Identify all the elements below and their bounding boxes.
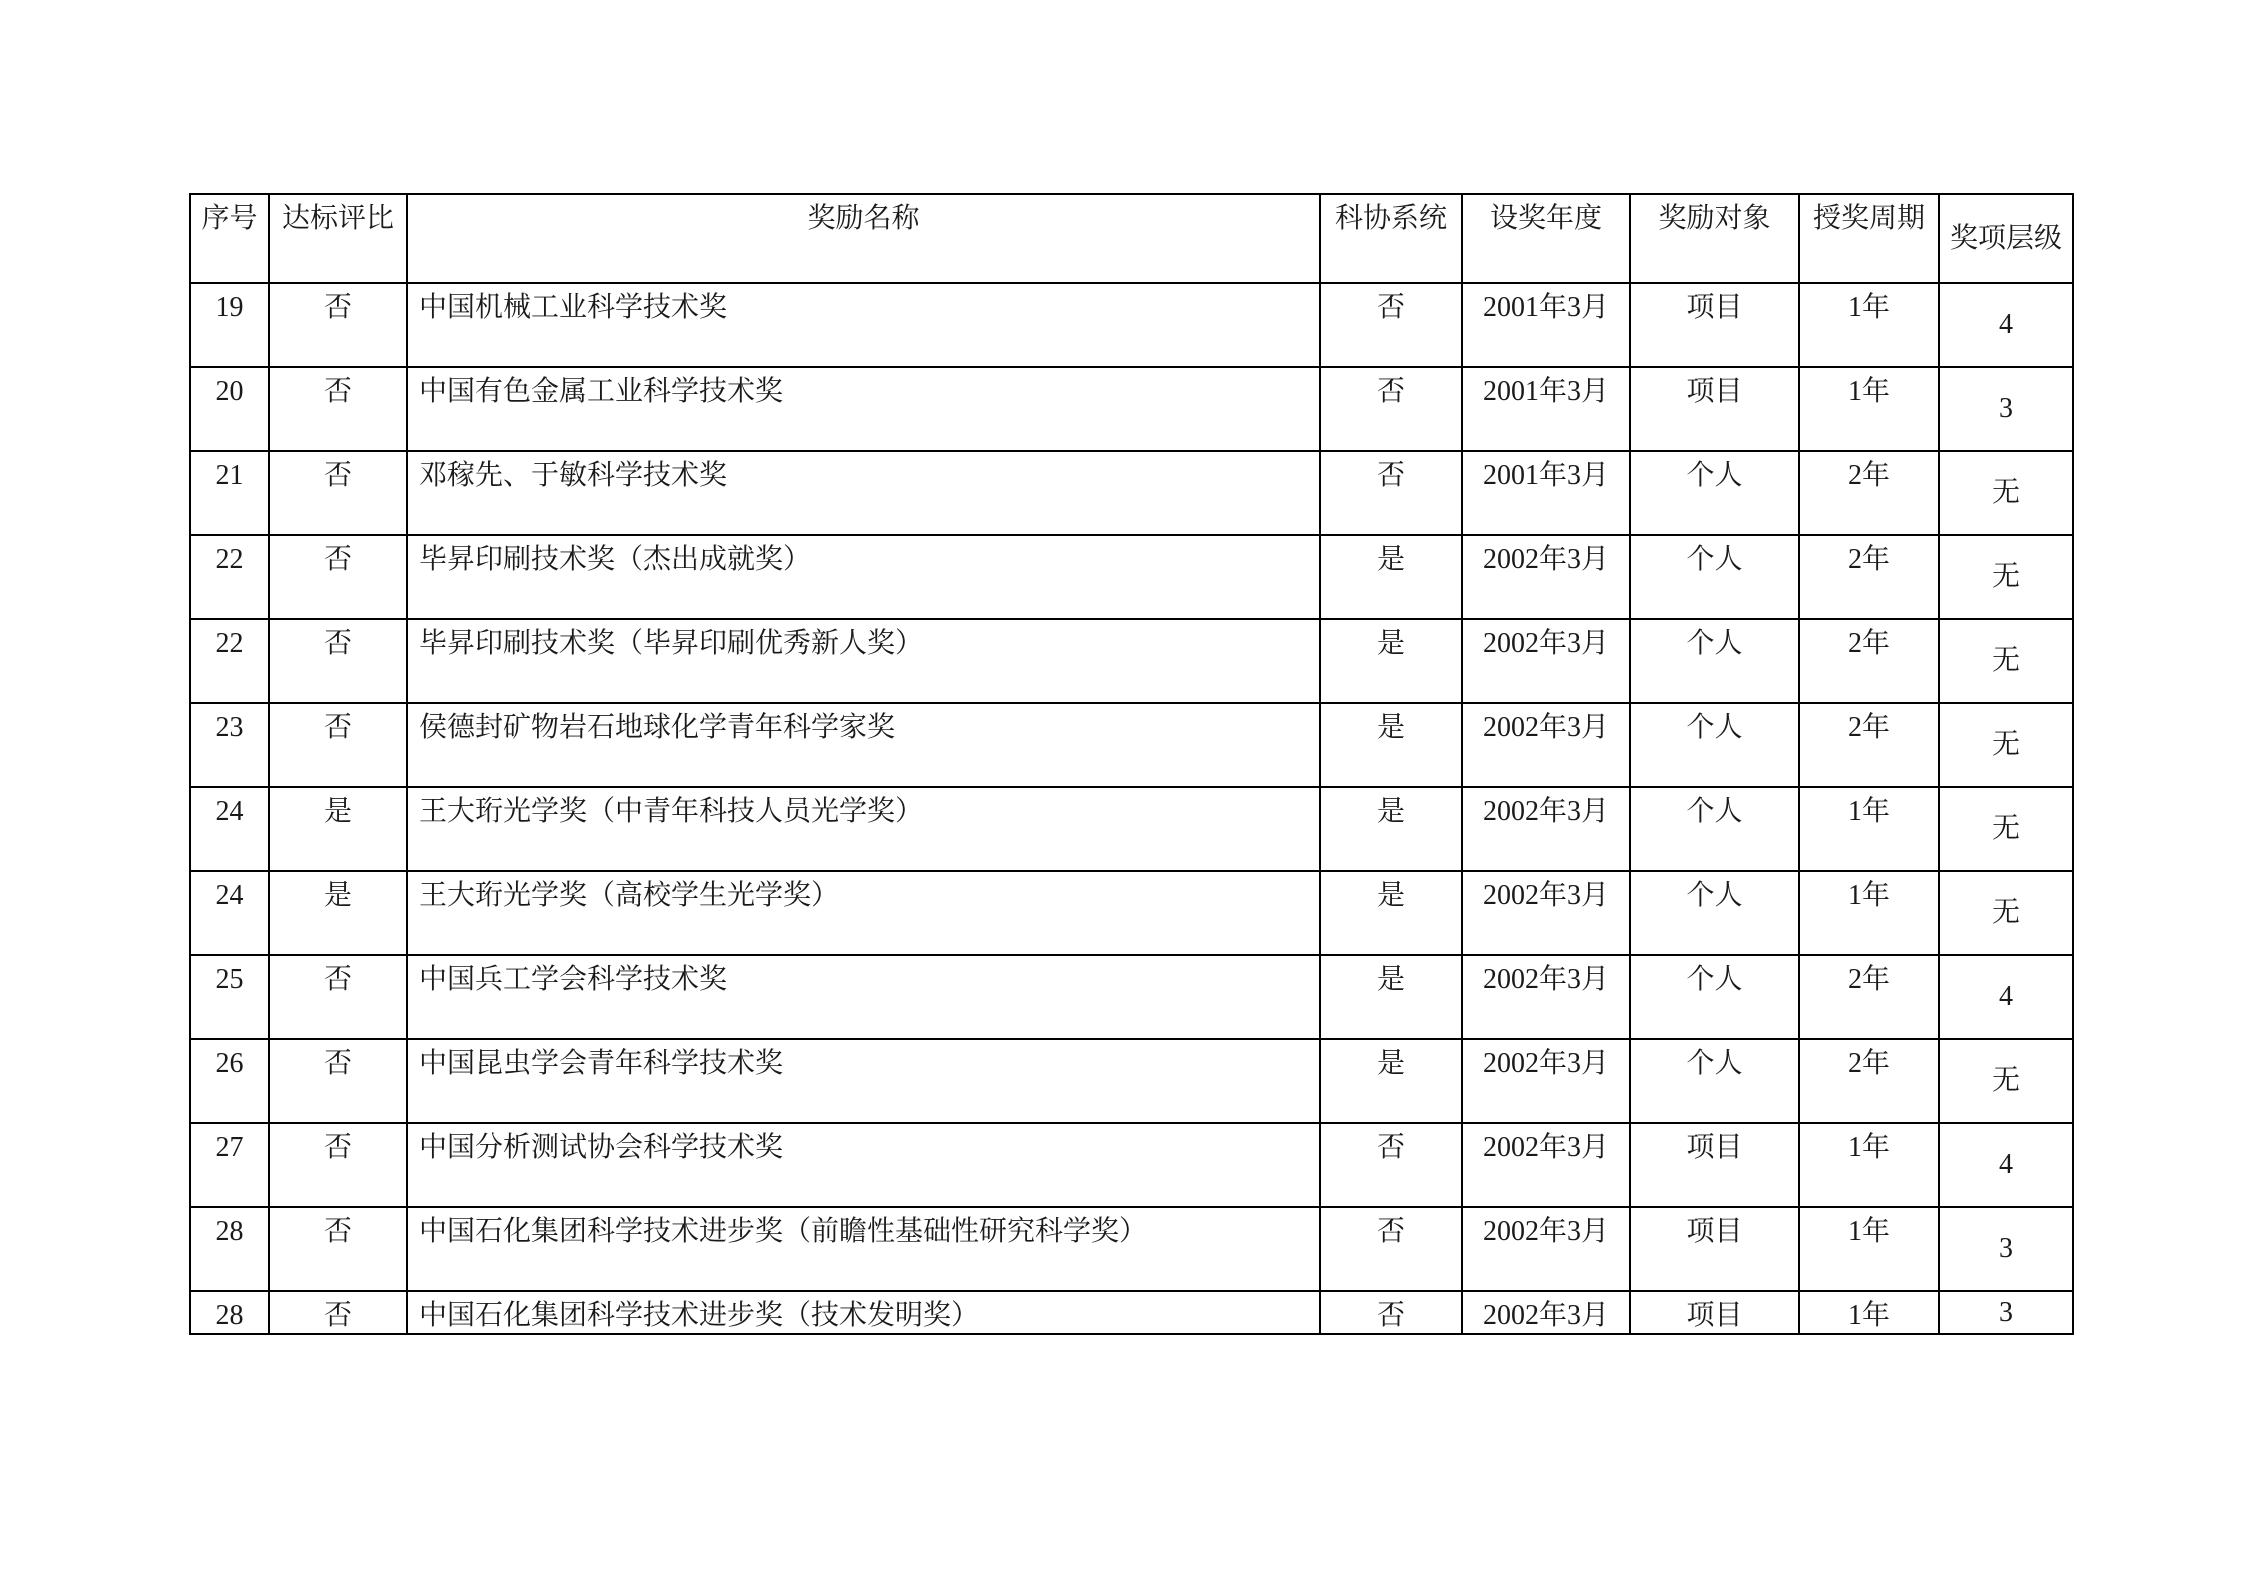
table-cell: 项目 <box>1630 1291 1799 1334</box>
table-cell: 2002年3月 <box>1462 871 1630 955</box>
table-cell: 中国石化集团科学技术进步奖（前瞻性基础性研究科学奖） <box>407 1207 1320 1291</box>
table-cell: 否 <box>269 1123 407 1207</box>
table-cell: 否 <box>1320 1207 1462 1291</box>
table-cell: 是 <box>1320 955 1462 1039</box>
table-cell: 中国兵工学会科学技术奖 <box>407 955 1320 1039</box>
table-cell: 1年 <box>1799 367 1939 451</box>
table-cell: 否 <box>1320 1291 1462 1334</box>
table-cell: 否 <box>269 535 407 619</box>
table-cell: 否 <box>1320 367 1462 451</box>
table-cell: 28 <box>190 1291 269 1334</box>
table-cell: 24 <box>190 871 269 955</box>
table-cell: 否 <box>1320 1123 1462 1207</box>
table-cell: 2002年3月 <box>1462 1039 1630 1123</box>
table-cell: 1年 <box>1799 1291 1939 1334</box>
table-cell: 否 <box>269 703 407 787</box>
table-cell: 1年 <box>1799 1207 1939 1291</box>
table-cell: 1年 <box>1799 787 1939 871</box>
table-cell: 1年 <box>1799 1123 1939 1207</box>
table-cell: 个人 <box>1630 787 1799 871</box>
table-cell: 项目 <box>1630 367 1799 451</box>
table-cell: 个人 <box>1630 619 1799 703</box>
table-cell: 否 <box>269 1039 407 1123</box>
table-cell: 是 <box>1320 787 1462 871</box>
table-cell: 无 <box>1939 619 2073 703</box>
table-row <box>190 1123 2073 1207</box>
table-row <box>190 1207 2073 1291</box>
table-cell: 2002年3月 <box>1462 787 1630 871</box>
table-cell: 是 <box>269 871 407 955</box>
table-cell: 中国昆虫学会青年科学技术奖 <box>407 1039 1320 1123</box>
table-cell: 中国石化集团科学技术进步奖（技术发明奖） <box>407 1291 1320 1334</box>
table-cell: 否 <box>1320 283 1462 367</box>
table-cell: 无 <box>1939 535 2073 619</box>
table-cell: 2002年3月 <box>1462 535 1630 619</box>
table-cell: 1年 <box>1799 283 1939 367</box>
table-row <box>190 787 2073 871</box>
table-cell: 2年 <box>1799 535 1939 619</box>
table-cell: 王大珩光学奖（中青年科技人员光学奖） <box>407 787 1320 871</box>
table-row <box>190 451 2073 535</box>
table-row <box>190 871 2073 955</box>
table-cell: 4 <box>1939 955 2073 1039</box>
table-cell: 中国有色金属工业科学技术奖 <box>407 367 1320 451</box>
col-header-index: 序号 <box>190 194 269 283</box>
table-cell: 22 <box>190 535 269 619</box>
col-header-cast-system: 科协系统 <box>1320 194 1462 283</box>
table-row <box>190 703 2073 787</box>
table-cell: 个人 <box>1630 451 1799 535</box>
awards-table-body <box>190 283 2073 1334</box>
table-cell: 2002年3月 <box>1462 1291 1630 1334</box>
table-cell: 19 <box>190 283 269 367</box>
table-cell: 个人 <box>1630 703 1799 787</box>
table-cell: 毕昇印刷技术奖（毕昇印刷优秀新人奖） <box>407 619 1320 703</box>
table-cell: 4 <box>1939 1123 2073 1207</box>
table-cell: 侯德封矿物岩石地球化学青年科学家奖 <box>407 703 1320 787</box>
table-cell: 1年 <box>1799 871 1939 955</box>
table-cell: 邓稼先、于敏科学技术奖 <box>407 451 1320 535</box>
table-cell: 否 <box>269 367 407 451</box>
table-row <box>190 619 2073 703</box>
table-row <box>190 1039 2073 1123</box>
table-cell: 2001年3月 <box>1462 367 1630 451</box>
table-cell: 22 <box>190 619 269 703</box>
table-cell: 4 <box>1939 283 2073 367</box>
col-header-award-cycle: 授奖周期 <box>1799 194 1939 283</box>
table-row <box>190 283 2073 367</box>
table-cell: 是 <box>1320 1039 1462 1123</box>
table-cell: 是 <box>1320 871 1462 955</box>
table-cell: 20 <box>190 367 269 451</box>
table-cell: 否 <box>269 619 407 703</box>
table-cell: 无 <box>1939 787 2073 871</box>
table-cell: 个人 <box>1630 535 1799 619</box>
table-cell: 个人 <box>1630 955 1799 1039</box>
table-cell: 2002年3月 <box>1462 703 1630 787</box>
table-cell: 3 <box>1939 367 2073 451</box>
table-cell: 是 <box>1320 535 1462 619</box>
col-header-award-target: 奖励对象 <box>1630 194 1799 283</box>
table-cell: 否 <box>269 283 407 367</box>
table-cell: 26 <box>190 1039 269 1123</box>
col-header-standard-eval: 达标评比 <box>269 194 407 283</box>
table-cell: 2年 <box>1799 451 1939 535</box>
table-row <box>190 1291 2073 1334</box>
table-cell: 项目 <box>1630 1207 1799 1291</box>
table-cell: 无 <box>1939 451 2073 535</box>
table-cell: 否 <box>269 955 407 1039</box>
table-cell: 2年 <box>1799 703 1939 787</box>
col-header-award-year: 设奖年度 <box>1462 194 1630 283</box>
awards-table <box>189 193 2074 1335</box>
table-cell: 否 <box>269 451 407 535</box>
table-cell: 项目 <box>1630 1123 1799 1207</box>
table-cell: 项目 <box>1630 283 1799 367</box>
table-cell: 2002年3月 <box>1462 955 1630 1039</box>
table-cell: 个人 <box>1630 1039 1799 1123</box>
table-cell: 中国机械工业科学技术奖 <box>407 283 1320 367</box>
table-cell: 王大珩光学奖（高校学生光学奖） <box>407 871 1320 955</box>
header-row <box>190 194 2073 283</box>
table-cell: 否 <box>1320 451 1462 535</box>
table-cell: 21 <box>190 451 269 535</box>
table-cell: 2001年3月 <box>1462 451 1630 535</box>
table-cell: 无 <box>1939 871 2073 955</box>
table-cell: 28 <box>190 1207 269 1291</box>
table-cell: 3 <box>1939 1291 2073 1334</box>
table-cell: 3 <box>1939 1207 2073 1291</box>
table-cell: 中国分析测试协会科学技术奖 <box>407 1123 1320 1207</box>
table-cell: 否 <box>269 1207 407 1291</box>
col-header-award-name: 奖励名称 <box>407 194 1320 283</box>
table-cell: 无 <box>1939 703 2073 787</box>
table-cell: 毕昇印刷技术奖（杰出成就奖） <box>407 535 1320 619</box>
table-cell: 27 <box>190 1123 269 1207</box>
table-cell: 是 <box>1320 703 1462 787</box>
table-cell: 2002年3月 <box>1462 1207 1630 1291</box>
table-cell: 2002年3月 <box>1462 619 1630 703</box>
table-cell: 24 <box>190 787 269 871</box>
table-row <box>190 535 2073 619</box>
table-cell: 2年 <box>1799 619 1939 703</box>
table-cell: 否 <box>269 1291 407 1334</box>
table-row <box>190 367 2073 451</box>
table-cell: 2002年3月 <box>1462 1123 1630 1207</box>
table-row <box>190 955 2073 1039</box>
table-cell: 23 <box>190 703 269 787</box>
table-cell: 个人 <box>1630 871 1799 955</box>
table-cell: 2年 <box>1799 1039 1939 1123</box>
table-cell: 2年 <box>1799 955 1939 1039</box>
table-cell: 无 <box>1939 1039 2073 1123</box>
table-cell: 25 <box>190 955 269 1039</box>
col-header-award-level: 奖项层级 <box>1939 194 2073 283</box>
table-cell: 是 <box>1320 619 1462 703</box>
table-cell: 是 <box>269 787 407 871</box>
table-cell: 2001年3月 <box>1462 283 1630 367</box>
